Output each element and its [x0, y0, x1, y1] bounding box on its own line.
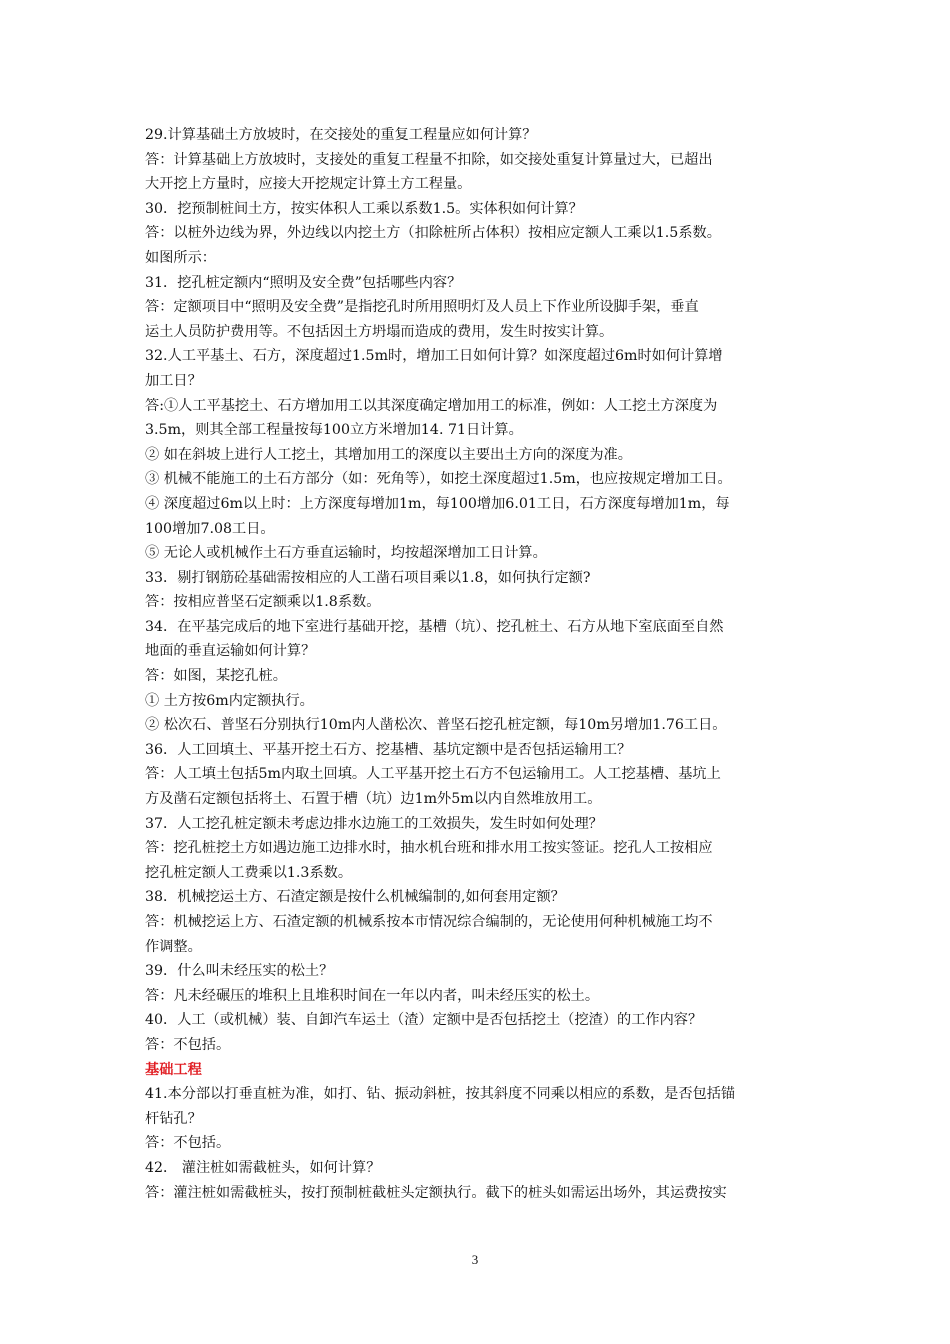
text-line: ⑤ 无论人或机械作土石方垂直运输时，均按超深增加工日计算。 — [145, 545, 547, 562]
question-line: 37．人工挖孔桩定额未考虑边排水边施工的工效损失，发生时如何处理？ — [145, 815, 603, 832]
answer-line: 答：定额项目中“照明及安全费”是指挖孔时所用照明灯及人员上下作业所设脚手架，垂直 — [145, 299, 699, 316]
answer-line: 答：不包括。 — [145, 1135, 231, 1152]
answer-line: 答:①人工平基挖土、石方增加用工以其深度确定增加用工的标准，例如：人工挖土方深度为 — [145, 397, 718, 414]
text-line: ④ 深度超过6m以上时：上方深度每增加1m，每100增加6.01工日，石方深度每增加1m，每 — [145, 495, 730, 512]
text-line: 方及凿石定额包括将土、石置于槽（坑）边1m外5m以内自然堆放用工。 — [145, 791, 602, 808]
section-heading: 基础工程 — [145, 1061, 202, 1078]
question-line: 3.5m，则其全部工程量按每100立方米增加14. 71日计算。 — [145, 422, 523, 439]
text-line: ② 如在斜坡上进行人工挖土，其增加用工的深度以主要出土方向的深度为准。 — [145, 446, 632, 463]
question-line: 31．挖孔桩定额内“照明及安全费”包括哪些内容？ — [145, 274, 462, 291]
text-line: 挖孔桩定额人工费乘以1.3系数。 — [145, 864, 353, 881]
answer-line: 答：按相应普坚石定额乘以1.8系数。 — [145, 594, 381, 611]
question-line: 38．机械挖运土方、石渣定额是按什么机械编制的,如何套用定额？ — [145, 889, 565, 906]
text-line: ③ 机械不能施工的土石方部分（如：死角等），如挖土深度超过1.5m，也应按规定增加工日。 — [145, 471, 732, 488]
question-line: 30．挖预制桩间土方，按实体积人工乘以系数1.5。实体积如何计算？ — [145, 200, 583, 217]
question-line: 41.本分部以打垂直桩为准，如打、钻、振动斜桩，按其斜度不同乘以相应的系数，是否包括锚 — [145, 1086, 736, 1103]
question-line: 100增加7.08工日。 — [145, 520, 275, 537]
answer-line: 答：灌注桩如需截桩头，按打预制桩截桩头定额执行。截下的桩头如需运出场外，其运费按实 — [145, 1184, 727, 1201]
answer-line: 答：以桩外边线为界，外边线以内挖土方（扣除桩所占体积）按相应定额人工乘以1.5系数。 — [145, 225, 721, 242]
question-line: 34．在平基完成后的地下室进行基础开挖，基槽（坑）、挖孔桩土、石方从地下室底面至自然 — [145, 618, 724, 635]
answer-line: 答：计算基础上方放坡时，支接处的重复工程量不扣除，如交接处重复计算量过大，已超出 — [145, 151, 713, 168]
answer-line: 答：凡未经碾压的堆积上且堆积时间在一年以内者，叫未经压实的松土。 — [145, 987, 600, 1004]
question-line: 39．什么叫未经压实的松土？ — [145, 963, 334, 980]
text-line: ② 松次石、普坚石分别执行10m内人凿松次、普坚石挖孔桩定额，每10m另增加1.76工日。 — [145, 717, 727, 734]
text-line: ① 土方按6m内定额执行。 — [145, 692, 314, 709]
answer-line: 答：机械挖运上方、石渣定额的机械系按本市情况综合编制的，无论使用何种机械施工均不 — [145, 914, 713, 930]
answer-line: 答：如图，某挖孔桩。 — [145, 668, 287, 685]
text-line: 运土人员防护费用等。不包括因土方坍塌而造成的费用，发生时按实计算。 — [145, 323, 614, 340]
answer-line: 答：不包括。 — [145, 1036, 231, 1053]
text-line: 地面的垂直运输如何计算？ — [145, 643, 316, 660]
question-line: 33．剔打钢筋砼基础需按相应的人工凿石项目乘以1.8，如何执行定额? — [145, 569, 591, 586]
answer-line: 答：人工填土包括5m内取土回填。人工平基开挖土石方不包运输用工。人工挖基槽、基坑上 — [145, 766, 721, 783]
answer-line: 答：挖孔桩挖土方如遇边施工边排水时，抽水机台班和排水用工按实签证。挖孔人工按相应 — [145, 840, 713, 857]
page-number: 3 — [471, 1252, 479, 1267]
text-line: 如图所示： — [145, 249, 216, 266]
question-line: 36．人工回填土、平基开挖土石方、挖基槽、基坑定额中是否包括运输用工？ — [145, 741, 632, 758]
text-line: 作调整。 — [145, 938, 202, 955]
question-line: 29.计算基础土方放坡时，在交接处的重复工程量应如何计算？ — [145, 127, 537, 143]
question-line: 32.人工平基土、石方，深度超过1.5m时，增加工日如何计算？如深度超过6m时如何计算增 — [145, 348, 723, 365]
question-line: 42． 灌注桩如需截桩头，如何计算？ — [145, 1159, 381, 1176]
question-line: 40．人工（或机械）装、自卸汽车运土（渣）定额中是否包括挖土（挖渣）的工作内容？ — [145, 1012, 703, 1029]
text-line: 大开挖上方量时，应接大开挖规定计算土方工程量。 — [145, 176, 472, 193]
document-body — [145, 123, 810, 1205]
text-line: 杆钻孔？ — [145, 1110, 202, 1127]
text-line: 加工日？ — [145, 372, 202, 389]
